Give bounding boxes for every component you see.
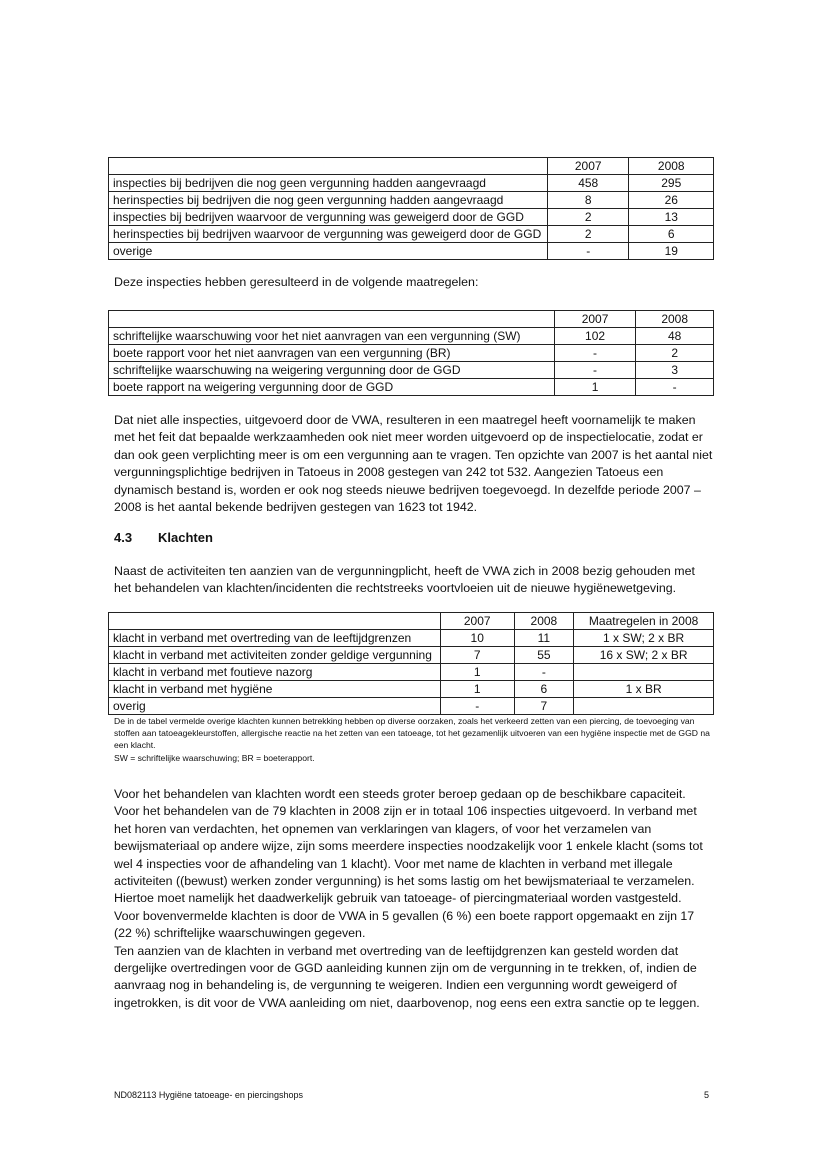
table-cell: schriftelijke waarschuwing voor het niet aanvragen van een vergunning (SW) bbox=[109, 328, 555, 345]
table-cell: 16 x SW; 2 x BR bbox=[574, 647, 714, 664]
table-cell: - bbox=[547, 243, 629, 260]
table-header-row bbox=[109, 158, 714, 175]
table-header-cell: 2007 bbox=[547, 158, 629, 175]
table-header-row bbox=[109, 311, 714, 328]
table-cell: overig bbox=[109, 698, 441, 715]
table-cell: boete rapport na weigering vergunning door de GGD bbox=[109, 379, 555, 396]
section-heading bbox=[114, 530, 213, 545]
table-footnote bbox=[114, 715, 714, 764]
table-cell: klacht in verband met overtreding van de leeftijdgrenzen bbox=[109, 630, 441, 647]
table-header-cell: 2008 bbox=[514, 613, 574, 630]
table-cell: 3 bbox=[636, 362, 714, 379]
table-row bbox=[109, 362, 714, 379]
inspections-table bbox=[108, 157, 714, 260]
footer-document-id: ND082113 Hygiëne tatoeage- en piercingshops bbox=[114, 1090, 303, 1100]
paragraph-age-limits: Ten aanzien van de klachten in verband met overtreding van de leeftijdgrenzen kan gesteld worden dat dergelijke overtredingen voor de GGD aanleiding kunnen zijn om de vergunning in te trekken, of, indien de aanvraag nog in behandeling is, de vergunning te weigeren. Indien een vergunning wordt geweigerd of ingetrokken, is dit voor de VWA aanleiding om niet, daarbovenop, nog eens een extra sanctie op te leggen. bbox=[114, 943, 700, 1010]
table-header-row bbox=[109, 613, 714, 630]
table-cell: - bbox=[554, 362, 636, 379]
paragraph-complaints-intro: Naast de activiteiten ten aanzien van de vergunningplicht, heeft de VWA zich in 2008 bezig gehouden met het behandelen van klachten/incidenten die rechtstreeks voortvloeien uit de nieuwe hygiënewetgeving. bbox=[114, 564, 695, 596]
table-cell: schriftelijke waarschuwing na weigering vergunning door de GGD bbox=[109, 362, 555, 379]
section-title: Klachten bbox=[158, 530, 213, 545]
table-cell: klacht in verband met activiteiten zonder geldige vergunning bbox=[109, 647, 441, 664]
table-cell: 1 x BR bbox=[574, 681, 714, 698]
table-row bbox=[109, 664, 714, 681]
table-header-cell bbox=[109, 613, 441, 630]
table-row bbox=[109, 243, 714, 260]
table-cell: herinspecties bij bedrijven die nog geen vergunning hadden aangevraagd bbox=[109, 192, 548, 209]
paragraph-sanctions: Voor bovenvermelde klachten is door de VWA in 5 gevallen (6 %) een boete rapport opgemaakt en zijn 17 (22 %) schriftelijke waarschuwingen gegeven. bbox=[114, 908, 695, 941]
table-cell: 102 bbox=[554, 328, 636, 345]
table-cell: 6 bbox=[514, 681, 574, 698]
paragraph-non-licensed: Dat niet alle inspecties, uitgevoerd door de VWA, resulteren in een maatregel heeft voornamelijk te maken met het feit dat bepaalde werkzaamheden ook niet meer worden uitgevoerd op de inspectielocatie, zodat er dan ook geen verplichting meer is om een vergunning aan te vragen. Ten opzichte van 2007 is het aantal niet vergunningsplichtige bedrijven in Tatoeus in 2008 gestegen van 242 tot 532. Aangezien Tatoeus een dynamisch bestand is, worden er ook nog steeds nieuwe bedrijven toegevoegd. In dezelfde periode 2007 – 2008 is het aantal bekende bedrijven gestegen van 1623 tot 1942. bbox=[114, 413, 713, 515]
table-row bbox=[109, 345, 714, 362]
table-cell: 2 bbox=[547, 209, 629, 226]
table-cell: - bbox=[514, 664, 574, 681]
table-cell: 2 bbox=[547, 226, 629, 243]
table-cell: 11 bbox=[514, 630, 574, 647]
table-row bbox=[109, 226, 714, 243]
table-cell: 6 bbox=[629, 226, 714, 243]
table-header-cell: 2008 bbox=[629, 158, 714, 175]
table-cell: 7 bbox=[440, 647, 514, 664]
table-cell: - bbox=[636, 379, 714, 396]
measures-table bbox=[108, 310, 714, 396]
table-row bbox=[109, 209, 714, 226]
table-cell: - bbox=[554, 345, 636, 362]
table-cell: inspecties bij bedrijven waarvoor de vergunning was geweigerd door de GGD bbox=[109, 209, 548, 226]
table-cell: 2 bbox=[636, 345, 714, 362]
table-cell: 10 bbox=[440, 630, 514, 647]
table-cell: klacht in verband met foutieve nazorg bbox=[109, 664, 441, 681]
table-cell: 26 bbox=[629, 192, 714, 209]
table-cell: 1 bbox=[440, 681, 514, 698]
table-header-cell: 2007 bbox=[554, 311, 636, 328]
table-row bbox=[109, 192, 714, 209]
table-cell bbox=[574, 664, 714, 681]
table-cell: 7 bbox=[514, 698, 574, 715]
table-row bbox=[109, 175, 714, 192]
complaints-table bbox=[108, 612, 714, 715]
table-row bbox=[109, 328, 714, 345]
table-cell: herinspecties bij bedrijven waarvoor de vergunning was geweigerd door de GGD bbox=[109, 226, 548, 243]
table-header-cell: Maatregelen in 2008 bbox=[574, 613, 714, 630]
table-cell: 295 bbox=[629, 175, 714, 192]
table-cell bbox=[574, 698, 714, 715]
table-cell: 458 bbox=[547, 175, 629, 192]
section-number: 4.3 bbox=[114, 530, 133, 545]
table-cell: 13 bbox=[629, 209, 714, 226]
table-row bbox=[109, 681, 714, 698]
paragraph-capacity: Voor het behandelen van klachten wordt een steeds groter beroep gedaan op de beschikbare capaciteit. Voor het behandelen van de 79 klachten in 2008 zijn er in totaal 106 inspecties uitgevoerd. In verband met het horen van verdachten, het opnemen van verklaringen van klagers, of voor het verzamelen van bewijsmateriaal op andere wijze, zijn soms meerdere inspecties noodzakelijk voor 1 enkele klacht (soms tot wel 4 inspecties voor de afhandeling van 1 klacht). Voor met name de klachten in verband met illegale activiteiten ((bewust) werken zonder vergunning) is het soms lastig om het bewijsmateriaal te verzamelen. Hiertoe moet namelijk het daadwerkelijk gebruik van tatoeage- of piercingmateriaal worden vastgesteld. bbox=[114, 787, 703, 906]
footer-page-number: 5 bbox=[704, 1090, 710, 1100]
table-cell: overige bbox=[109, 243, 548, 260]
table-cell: 1 bbox=[440, 664, 514, 681]
table-cell: 48 bbox=[636, 328, 714, 345]
table-row bbox=[109, 647, 714, 664]
table-cell: klacht in verband met hygiëne bbox=[109, 681, 441, 698]
measures-intro: Deze inspecties hebben geresulteerd in de volgende maatregelen: bbox=[114, 275, 479, 289]
table-footnote-legend: SW = schriftelijke waarschuwing; BR = boeterapport. bbox=[114, 752, 315, 763]
table-footnote-text: De in de tabel vermelde overige klachten kunnen betrekking hebben op diverse oorzaken, zoals het verkeerd zetten van een piercing, de toevoeging van stoffen aan tatoeagekleurstoffen, allergische reactie na het zetten van een tatoeage, tot het gezamenlijk uitvoeren van een hygiëne inspectie met de GGD na een klacht. bbox=[114, 716, 710, 751]
body-text bbox=[114, 786, 714, 1012]
table-cell: 8 bbox=[547, 192, 629, 209]
table-cell: 1 x SW; 2 x BR bbox=[574, 630, 714, 647]
table-header-cell bbox=[109, 158, 548, 175]
table-cell: - bbox=[440, 698, 514, 715]
table-cell: 55 bbox=[514, 647, 574, 664]
table-cell: boete rapport voor het niet aanvragen van een vergunning (BR) bbox=[109, 345, 555, 362]
table-cell: 1 bbox=[554, 379, 636, 396]
table-header-cell: 2008 bbox=[636, 311, 714, 328]
table-cell: inspecties bij bedrijven die nog geen vergunning hadden aangevraagd bbox=[109, 175, 548, 192]
table-row bbox=[109, 630, 714, 647]
table-header-cell bbox=[109, 311, 555, 328]
table-cell: 19 bbox=[629, 243, 714, 260]
table-row bbox=[109, 698, 714, 715]
table-header-cell: 2007 bbox=[440, 613, 514, 630]
table-row bbox=[109, 379, 714, 396]
